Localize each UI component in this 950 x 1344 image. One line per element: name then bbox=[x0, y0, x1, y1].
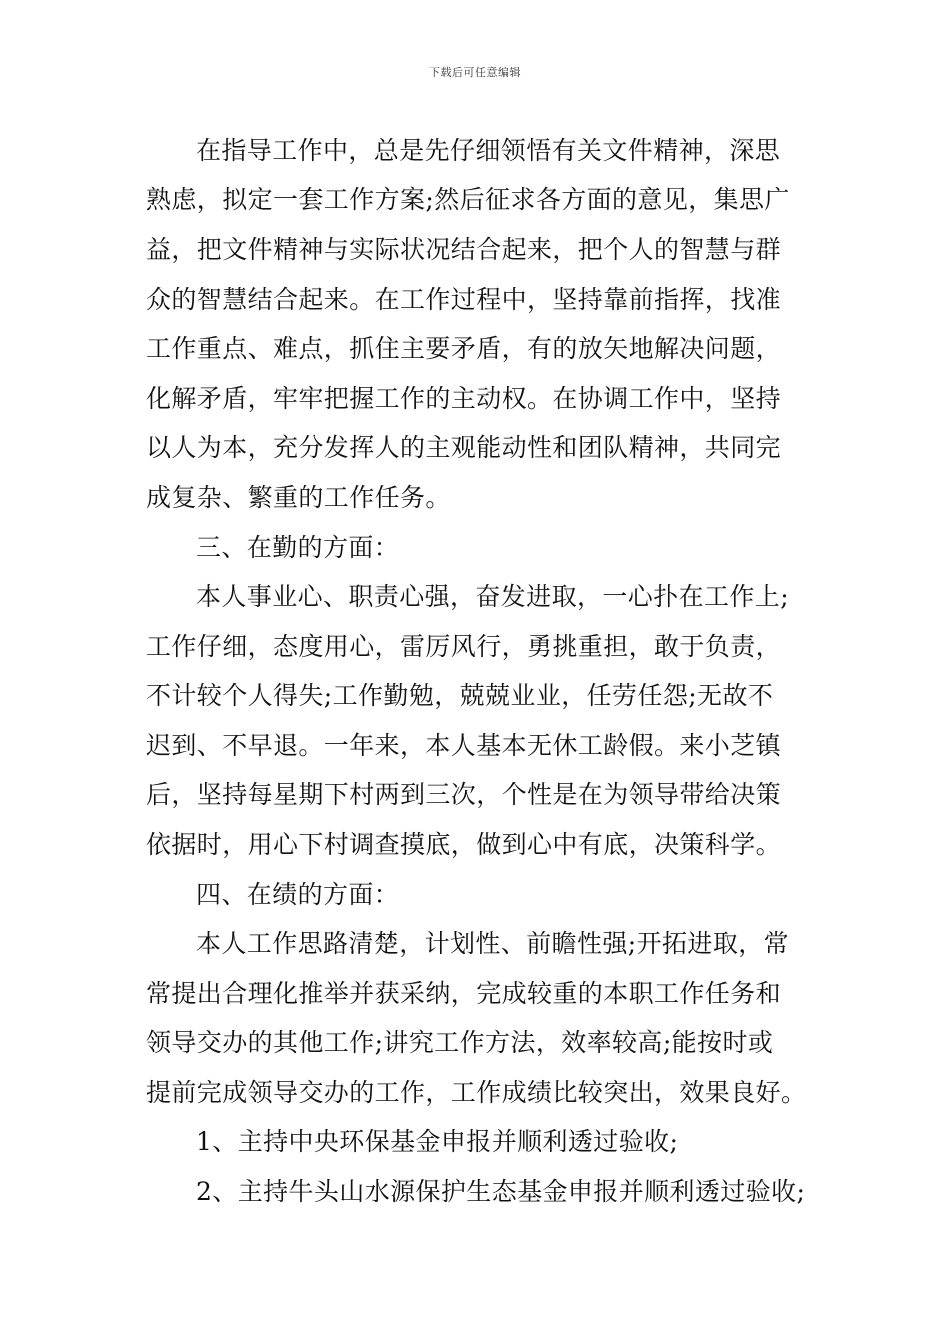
text-line: 化解矛盾，牢牢把握工作的主动权。在协调工作中，坚持 bbox=[146, 384, 782, 413]
text-line: 常提出合理化推举并获采纳，完成较重的本职工作任务和 bbox=[146, 979, 782, 1008]
text-line: 益，把文件精神与实际状况结合起来，把个人的智慧与群 bbox=[146, 235, 782, 264]
text-line: 不计较个人得失;工作勤勉，兢兢业业，任劳任怨;无故不 bbox=[146, 681, 774, 710]
text-line: 本人工作思路清楚，计划性、前瞻性强;开拓进取，常 bbox=[196, 929, 790, 958]
text-line: 本人事业心、职责心强，奋发进取，一心扑在工作上; bbox=[196, 582, 790, 611]
section-heading: 四、在绩的方面： bbox=[196, 880, 400, 909]
text-line: 依据时，用心下村调查摸底，做到心中有底，决策科学。 bbox=[146, 830, 782, 859]
text-line: 以人为本，充分发挥人的主观能动性和团队精神，共同完 bbox=[146, 433, 782, 462]
list-item: 1、主持中央环保基金申报并顺利透过验收; bbox=[196, 1127, 679, 1156]
text-line: 成复杂、繁重的工作任务。 bbox=[146, 483, 451, 512]
text-line: 领导交办的其他工作;讲究工作方法，效率较高;能按时或 bbox=[146, 1028, 774, 1057]
list-item: 2、主持牛头山水源保护生态基金申报并顺利透过验收; bbox=[196, 1177, 806, 1206]
page-header: 下载后可任意编辑 bbox=[429, 66, 521, 79]
text-line: 后，坚持每星期下村两到三次，个性是在为领导带给决策 bbox=[146, 780, 782, 809]
section-heading: 三、在勤的方面： bbox=[196, 533, 400, 562]
text-line: 熟虑，拟定一套工作方案;然后征求各方面的意见，集思广 bbox=[146, 185, 790, 214]
text-line: 迟到、不早退。一年来，本人基本无休工龄假。来小芝镇 bbox=[146, 731, 782, 760]
text-line: 众的智慧结合起来。在工作过程中，坚持靠前指挥，找准 bbox=[146, 285, 782, 314]
text-line: 工作仔细，态度用心，雷厉风行，勇挑重担，敢于负责， bbox=[146, 632, 782, 661]
text-line: 在指导工作中，总是先仔细领悟有关文件精神，深思 bbox=[196, 136, 781, 165]
text-line: 提前完成领导交办的工作，工作成绩比较突出，效果良好。 bbox=[146, 1078, 807, 1107]
text-line: 工作重点、难点，抓住主要矛盾，有的放矢地解决问题， bbox=[146, 334, 782, 363]
